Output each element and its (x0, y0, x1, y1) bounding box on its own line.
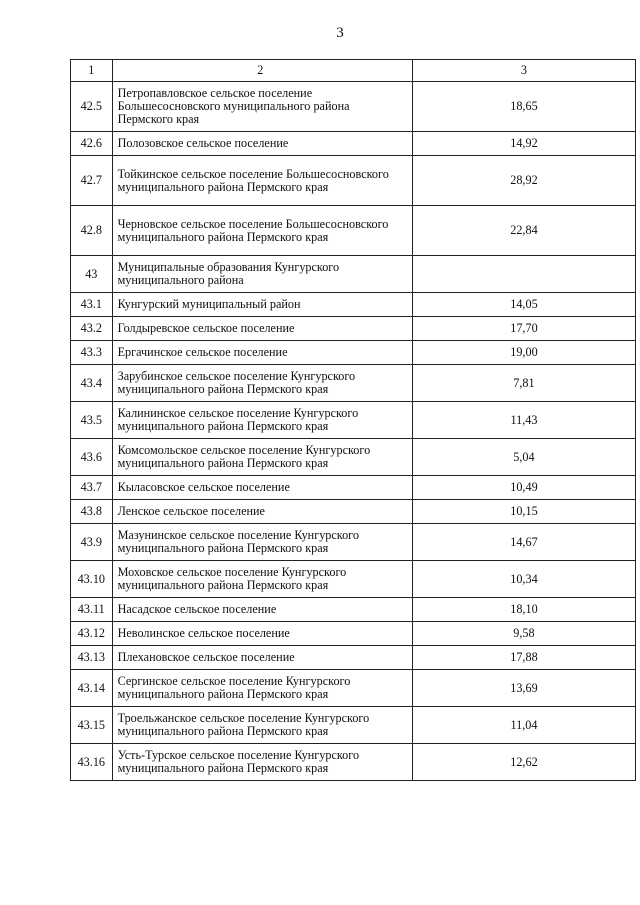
table-row (71, 598, 636, 622)
row-number: 43.1 (71, 293, 113, 317)
settlement-table (70, 59, 636, 781)
row-value: 7,81 (412, 365, 635, 402)
row-value: 9,58 (412, 622, 635, 646)
table-row (71, 341, 636, 365)
row-value: 12,62 (412, 744, 635, 781)
row-name: Ленское сельское поселение (112, 500, 412, 524)
row-number: 43.7 (71, 476, 113, 500)
row-name: Кыласовское сельское поселение (112, 476, 412, 500)
row-value: 28,92 (412, 156, 635, 206)
row-number: 43.5 (71, 402, 113, 439)
table-row (71, 439, 636, 476)
table-row (71, 132, 636, 156)
row-value: 11,04 (412, 707, 635, 744)
row-number: 43 (71, 256, 113, 293)
row-name: Неволинское сельское поселение (112, 622, 412, 646)
row-name: Плехановское сельское поселение (112, 646, 412, 670)
row-value: 14,92 (412, 132, 635, 156)
row-value: 10,15 (412, 500, 635, 524)
row-value: 10,49 (412, 476, 635, 500)
table-row (71, 476, 636, 500)
row-value: 19,00 (412, 341, 635, 365)
row-number: 43.9 (71, 524, 113, 561)
header-cell-name: 2 (112, 60, 412, 82)
row-value: 22,84 (412, 206, 635, 256)
header-cell-number: 1 (71, 60, 113, 82)
row-value: 14,05 (412, 293, 635, 317)
row-name: Усть-Турское сельское поселение Кунгурского муниципального района Пермского края (112, 744, 412, 781)
table-row (71, 561, 636, 598)
row-number: 43.16 (71, 744, 113, 781)
row-number: 43.14 (71, 670, 113, 707)
table-row (71, 82, 636, 132)
row-name: Калининское сельское поселение Кунгурского муниципального района Пермского края (112, 402, 412, 439)
row-value: 17,88 (412, 646, 635, 670)
row-name: Мазунинское сельское поселение Кунгурского муниципального района Пермского края (112, 524, 412, 561)
table-row (71, 317, 636, 341)
row-name: Сергинское сельское поселение Кунгурского муниципального района Пермского края (112, 670, 412, 707)
row-name: Петропавловское сельское поселение Большесосновского муниципального района Пермского края (112, 82, 412, 132)
row-number: 42.6 (71, 132, 113, 156)
table-row (71, 206, 636, 256)
table-row (71, 744, 636, 781)
row-name: Черновское сельское поселение Большесосновского муниципального района Пермского края (112, 206, 412, 256)
table-row (71, 646, 636, 670)
row-name: Насадское сельское поселение (112, 598, 412, 622)
table-row (71, 256, 636, 293)
row-name: Моховское сельское поселение Кунгурского муниципального района Пермского края (112, 561, 412, 598)
row-number: 43.12 (71, 622, 113, 646)
row-number: 42.8 (71, 206, 113, 256)
row-number: 43.2 (71, 317, 113, 341)
row-number: 43.13 (71, 646, 113, 670)
row-number: 43.6 (71, 439, 113, 476)
table-row (71, 707, 636, 744)
row-name: Зарубинское сельское поселение Кунгурского муниципального района Пермского края (112, 365, 412, 402)
row-number: 43.11 (71, 598, 113, 622)
row-name: Ергачинское сельское поселение (112, 341, 412, 365)
row-number: 42.5 (71, 82, 113, 132)
row-number: 43.3 (71, 341, 113, 365)
page-number: 3 (336, 25, 344, 41)
row-number: 42.7 (71, 156, 113, 206)
row-number: 43.10 (71, 561, 113, 598)
row-value: 10,34 (412, 561, 635, 598)
row-number: 43.4 (71, 365, 113, 402)
row-name: Полозовское сельское поселение (112, 132, 412, 156)
row-name: Голдыревское сельское поселение (112, 317, 412, 341)
row-value: 18,65 (412, 82, 635, 132)
row-value: 14,67 (412, 524, 635, 561)
row-name: Комсомольское сельское поселение Кунгурского муниципального района Пермского края (112, 439, 412, 476)
table-row (71, 156, 636, 206)
table-row (71, 365, 636, 402)
row-name: Муниципальные образования Кунгурского муниципального района (112, 256, 412, 293)
table-row (71, 402, 636, 439)
row-name: Тойкинское сельское поселение Большесосновского муниципального района Пермского края (112, 156, 412, 206)
table-row (71, 293, 636, 317)
row-value: 5,04 (412, 439, 635, 476)
row-name: Троельжанское сельское поселение Кунгурского муниципального района Пермского края (112, 707, 412, 744)
table-header-row (71, 60, 636, 82)
row-name: Кунгурский муниципальный район (112, 293, 412, 317)
table-row (71, 524, 636, 561)
row-number: 43.8 (71, 500, 113, 524)
row-value: 13,69 (412, 670, 635, 707)
table-row (71, 622, 636, 646)
row-value (412, 256, 635, 293)
row-value: 17,70 (412, 317, 635, 341)
row-value: 11,43 (412, 402, 635, 439)
table-row (71, 500, 636, 524)
row-number: 43.15 (71, 707, 113, 744)
header-cell-value: 3 (412, 60, 635, 82)
table-row (71, 670, 636, 707)
row-value: 18,10 (412, 598, 635, 622)
